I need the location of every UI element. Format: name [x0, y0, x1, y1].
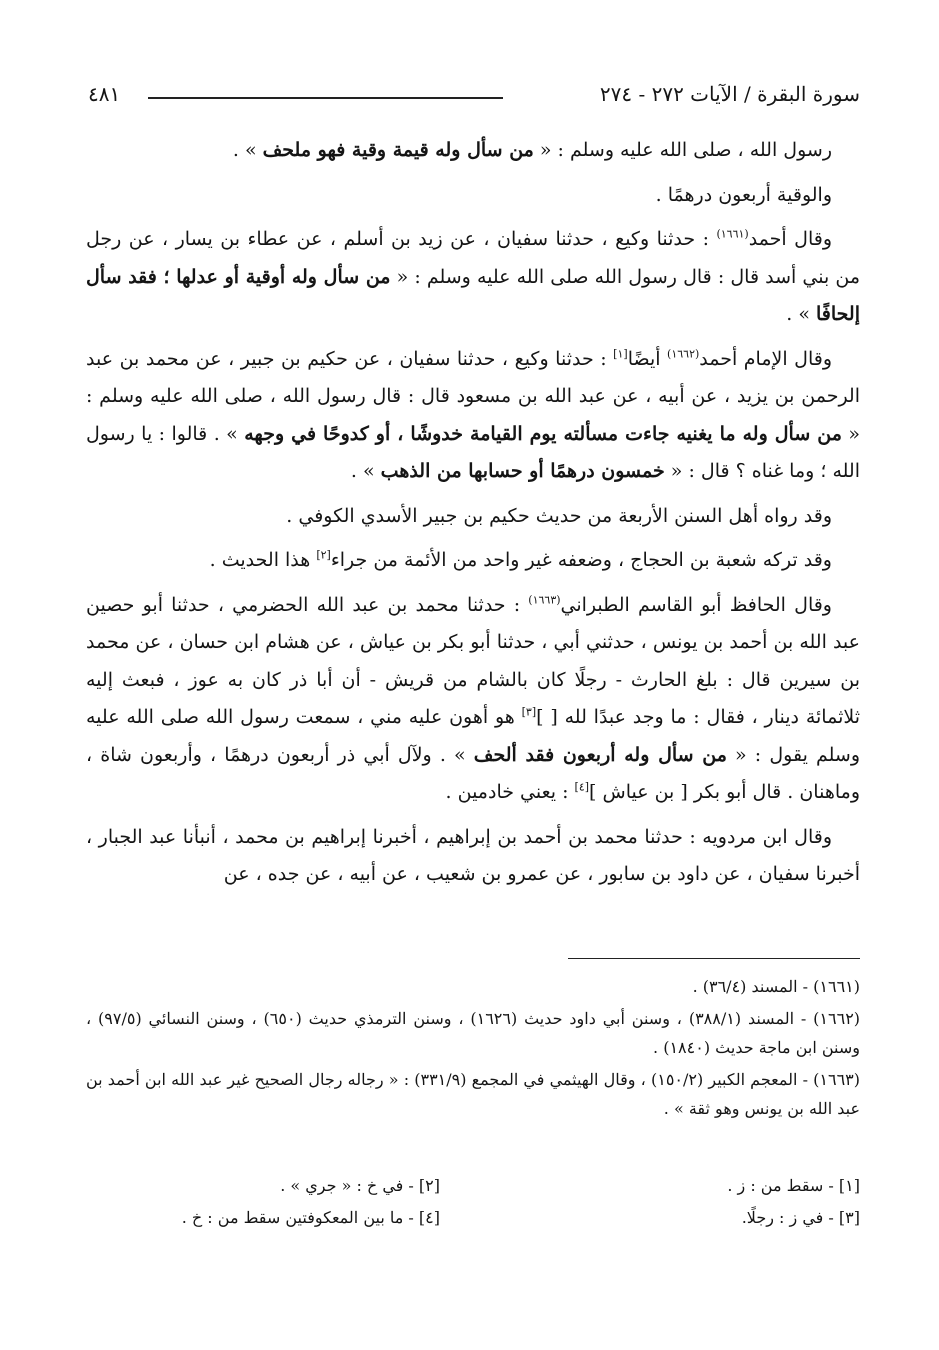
- footnote-ref: [١]: [613, 347, 628, 361]
- text-run: : حدثنا محمد بن عبد الله الحضرمي ، حدثنا أبو حصين عبد الله بن أحمد بن يونس ، حدثني أبي ، حدثنا أبو بكر بن عياش ، عن هشام ابن حسان ، عن محمد بن سيرين قال : بلغ الحارث - رجلًا كان بالشام من قريش - أن أبا ذر كان به عوز ، فبعث إليه ثلاثمائة دينار ، فقال : ما وجد عبدًا لله [ ]: [86, 593, 860, 728]
- text-run: وقال الحافظ أبو القاسم الطبراني: [560, 593, 832, 616]
- page-header: [88, 78, 860, 112]
- paragraph: [86, 177, 860, 215]
- editor-note: [٢] - في خ : « جري » .: [280, 1176, 440, 1195]
- text-run: وقد رواه أهل السنن الأربعة من حديث حكيم بن جبير الأسدي الكوفي .: [286, 504, 832, 527]
- paragraph: [86, 587, 860, 812]
- text-run: » . قالوا : يا رسول الله ؛ وما غناه ؟ قال : «: [86, 422, 860, 482]
- editor-note: [٤] - ما بين المعكوفتين سقط من : خ .: [181, 1208, 440, 1227]
- footnote-ref: (١٦٦١): [716, 227, 749, 241]
- footnotes: [86, 972, 860, 1126]
- footnote: (١٦٦١) - المسند (٣٦/٤) .: [692, 977, 860, 996]
- surah-heading: سورة البقرة / الآيات ٢٧٢ - ٢٧٤: [599, 82, 860, 106]
- editor-note: [٣] - في ز : رجلًا.: [741, 1208, 860, 1227]
- text-run: وقال الإمام أحمد: [699, 347, 833, 370]
- paragraph: [86, 498, 860, 536]
- paragraph: [86, 542, 860, 580]
- editor-notes-right-column: [480, 1170, 860, 1234]
- footnote-ref: (١٦٦٣): [528, 593, 561, 607]
- paragraph: [86, 341, 860, 491]
- text-run: » .: [786, 303, 816, 325]
- text-run: أيضًا: [627, 347, 668, 370]
- text-run: هو أهون عليه مني ، سمعت رسول الله صلى الله عليه وسلم يقول : «: [86, 706, 861, 766]
- footnote-separator: [568, 958, 860, 959]
- text-run: : يعني خادمين .: [445, 781, 575, 803]
- hadith-text: من سأل وله قيمة وقية فهو ملحف: [262, 139, 534, 161]
- text-run: وقد تركه شعبة بن الحجاج ، وضعفه غير واحد من الأئمة من جراء: [330, 549, 832, 571]
- footnote-ref: [٢]: [316, 548, 331, 562]
- editor-note: [١] - سقط من : ز .: [727, 1176, 860, 1195]
- page-number: ٤٨١: [88, 82, 121, 106]
- text-run: » .: [232, 139, 263, 161]
- paragraph: [86, 221, 860, 334]
- header-rule: [148, 97, 503, 99]
- text-run: والوقية أربعون درهمًا .: [655, 183, 832, 206]
- paragraph: [86, 132, 860, 170]
- hadith-text: خمسون درهمًا أو حسابها من الذهب: [380, 460, 665, 482]
- footnote-ref: [٤]: [574, 780, 590, 794]
- hadith-text: من سأل وله أربعون فقد ألحف: [473, 743, 727, 766]
- paragraph: [86, 819, 860, 894]
- hadith-text: من سأل وله ما يغنيه جاءت مسألته يوم القيامة خدوشًا ، أو كدوحًا في وجهه: [244, 422, 842, 445]
- text-run: : حدثنا وكيع ، حدثنا سفيان ، عن حكيم بن جبير ، عن محمد بن عبد الرحمن بن يزيد ، عن أبيه ، عن عبد الله بن مسعود قال : قال رسول الله ، صلى الله عليه وسلم : «: [86, 347, 860, 445]
- footnote: (١٦٦٣) - المعجم الكبير (١٥٠/٢) ، وقال الهيثمي في المجمع (٣٣١/٩) : « رجاله رجال الصحيح غير عبد الله ابن أحمد بن عبد الله بن يونس وهو ثقة » .: [86, 1070, 861, 1118]
- hadith-text: من سأل وله أوقية أو عدلها ؛ فقد سأل إلحافًا: [86, 265, 860, 325]
- text-run: رسول الله ، صلى الله عليه وسلم : «: [533, 139, 832, 161]
- text-run: » .: [350, 460, 381, 482]
- text-run: : حدثنا وكيع ، حدثنا سفيان ، عن زيد بن أسلم ، عن عطاء بن يسار ، عن رجل من بني أسد قال : قال رسول الله صلى الله عليه وسلم : «: [86, 228, 860, 288]
- main-text: [86, 132, 860, 901]
- footnote: (١٦٦٢) - المسند (٣٨٨/١) ، وسنن أبي داود حديث (١٦٢٦) ، وسنن الترمذي حديث (٦٥٠) ، وسنن النسائي (٩٧/٥) ، وسنن ابن ماجة حديث (١٨٤٠) .: [86, 1009, 861, 1057]
- text-run: » . ولآل أبي ذر أربعون درهمًا ، وأربعون شاة ، وماهنان . قال أبو بكر [ بن عياش ]: [86, 743, 860, 803]
- text-run: وقال ابن مردويه : حدثنا محمد بن أحمد بن إبراهيم ، أخبرنا إبراهيم بن محمد ، أنبأنا عبد الجبار ، أخبرنا سفيان ، عن داود بن سابور ، عن عمرو بن شعيب ، عن أبيه ، عن جده ، عن: [86, 825, 860, 885]
- text-run: وقال أحمد: [748, 228, 832, 250]
- footnote-ref: [٣]: [521, 705, 537, 719]
- editor-notes-left-column: [60, 1170, 440, 1234]
- text-run: هذا الحديث .: [209, 549, 317, 571]
- footnote-ref: (١٦٦٢): [667, 347, 700, 361]
